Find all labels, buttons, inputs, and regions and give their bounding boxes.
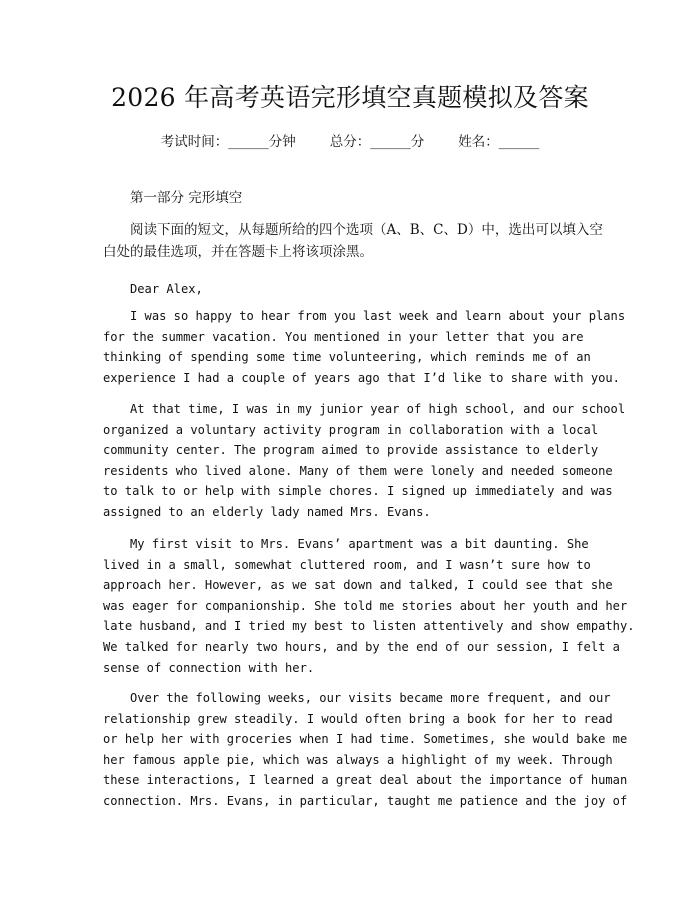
text-line: My first visit to Mrs. Evans’ apartment was a bit daunting. She — [130, 537, 589, 551]
section-heading: 第一部分 完形填空 — [130, 190, 243, 206]
text-line: these interactions, I learned a great deal about the importance of human — [103, 773, 628, 788]
text-line: was eager for companionship. She told me stories about her youth and her — [103, 598, 628, 613]
text-line: residents who lived alone. Many of them were lonely and needed someone — [103, 463, 613, 478]
exam-meta — [0, 130, 700, 150]
text-line: organized a voluntary activity program in collaboration with a local — [103, 422, 599, 437]
text-line: approach her. However, as we sat down and talked, I could see that she — [103, 578, 613, 593]
text-line: At that time, I was in my junior year of high school, and our school — [130, 402, 626, 416]
exam-name: 姓名：______ — [458, 134, 540, 150]
text-line: relationship grew steadily. I would often bring a book for her to read — [103, 711, 613, 726]
text-line: late husband, and I tried my best to listen attentively and show empathy. — [103, 619, 635, 634]
instructions-line: 白处的最佳选项，并在答题卡上将该项涂黑。 — [103, 244, 373, 260]
letter-paragraph-2 — [103, 399, 626, 523]
letter-paragraph-4 — [103, 688, 628, 812]
letter-paragraph-1 — [103, 306, 626, 388]
instructions — [103, 219, 603, 263]
text-line: We talked for nearly two hours, and by the end of our session, I felt a — [103, 639, 620, 654]
letter-salutation: Dear Alex, — [130, 282, 203, 296]
text-line: thinking of spending some time volunteering, which reminds me of an — [103, 350, 591, 365]
exam-time: 考试时间：______分钟 — [160, 134, 296, 150]
text-line: lived in a small, somewhat cluttered room, and I wasn’t sure how to — [103, 557, 591, 572]
text-line: to talk to or help with simple chores. I signed up immediately and was — [103, 484, 613, 499]
instructions-line: 阅读下面的短文，从每题所给的四个选项（A、B、C、D）中，选出可以填入空 — [130, 222, 603, 238]
text-line: Over the following weeks, our visits became more frequent, and our — [130, 691, 611, 705]
text-line: experience I had a couple of years ago that I’d like to share with you. — [103, 370, 620, 385]
letter-paragraph-3 — [103, 534, 635, 678]
text-line: connection. Mrs. Evans, in particular, taught me patience and the joy of — [103, 793, 628, 808]
text-line: for the summer vacation. You mentioned in your letter that you are — [103, 329, 584, 344]
text-line: assigned to an elderly lady named Mrs. Evans. — [103, 504, 431, 519]
exam-score: 总分：______分 — [329, 134, 425, 150]
page-title: 2026 年高考英语完形填空真题模拟及答案 — [111, 83, 589, 112]
text-line: her famous apple pie, which was always a highlight of my week. Through — [103, 752, 613, 767]
text-line: sense of connection with her. — [103, 660, 315, 675]
text-line: or help her with groceries when I had time. Sometimes, she would bake me — [103, 732, 628, 747]
text-line: I was so happy to hear from you last week and learn about your plans — [130, 309, 626, 323]
text-line: community center. The program aimed to provide assistance to elderly — [103, 443, 599, 458]
